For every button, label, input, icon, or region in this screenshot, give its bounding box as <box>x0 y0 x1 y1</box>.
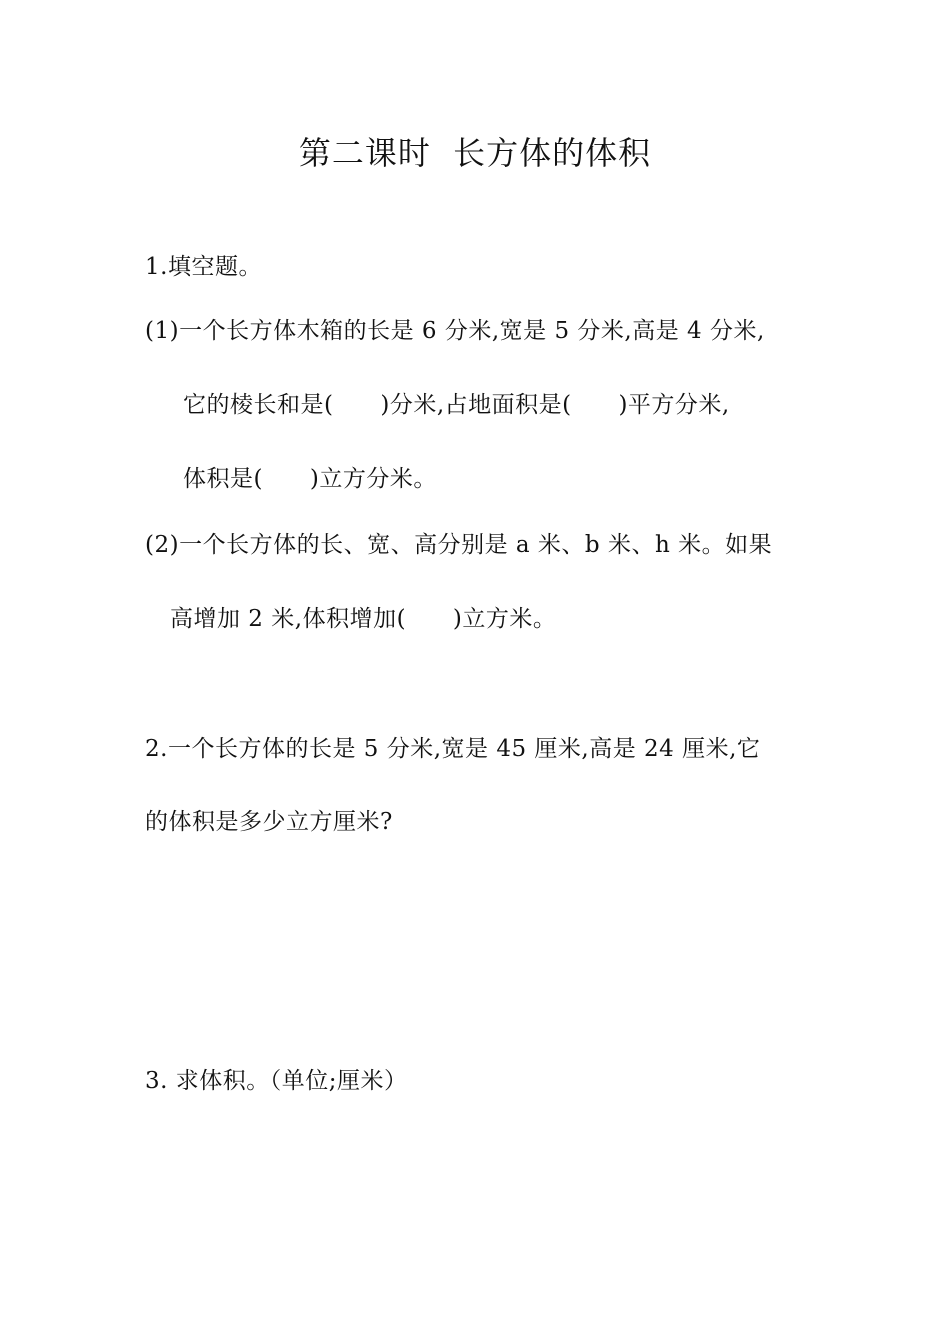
question-1-part-1-line-1: (1)一个长方体木箱的长是 6 分米,宽是 5 分米,高是 4 分米, <box>145 318 765 344</box>
question-3-heading: 3. 求体积。（单位;厘米） <box>145 1068 408 1094</box>
question-1-part-1-line-2: 它的棱长和是( )分米,占地面积是( )平方分米, <box>183 392 730 418</box>
question-2-line-1: 2.一个长方体的长是 5 分米,宽是 45 厘米,高是 24 厘米,它 <box>145 736 761 762</box>
question-1-part-1-line-3: 体积是( )立方分米。 <box>183 466 437 492</box>
question-1-part-2-line-1: (2)一个长方体的长、宽、高分别是 a 米、b 米、h 米。如果 <box>145 532 773 558</box>
question-2-line-2: 的体积是多少立方厘米? <box>145 809 393 835</box>
page-title: 第二课时 长方体的体积 <box>298 134 652 172</box>
question-1-part-2-line-2: 高增加 2 米,体积增加( )立方米。 <box>170 606 557 632</box>
question-1-heading: 1.填空题。 <box>145 254 262 280</box>
